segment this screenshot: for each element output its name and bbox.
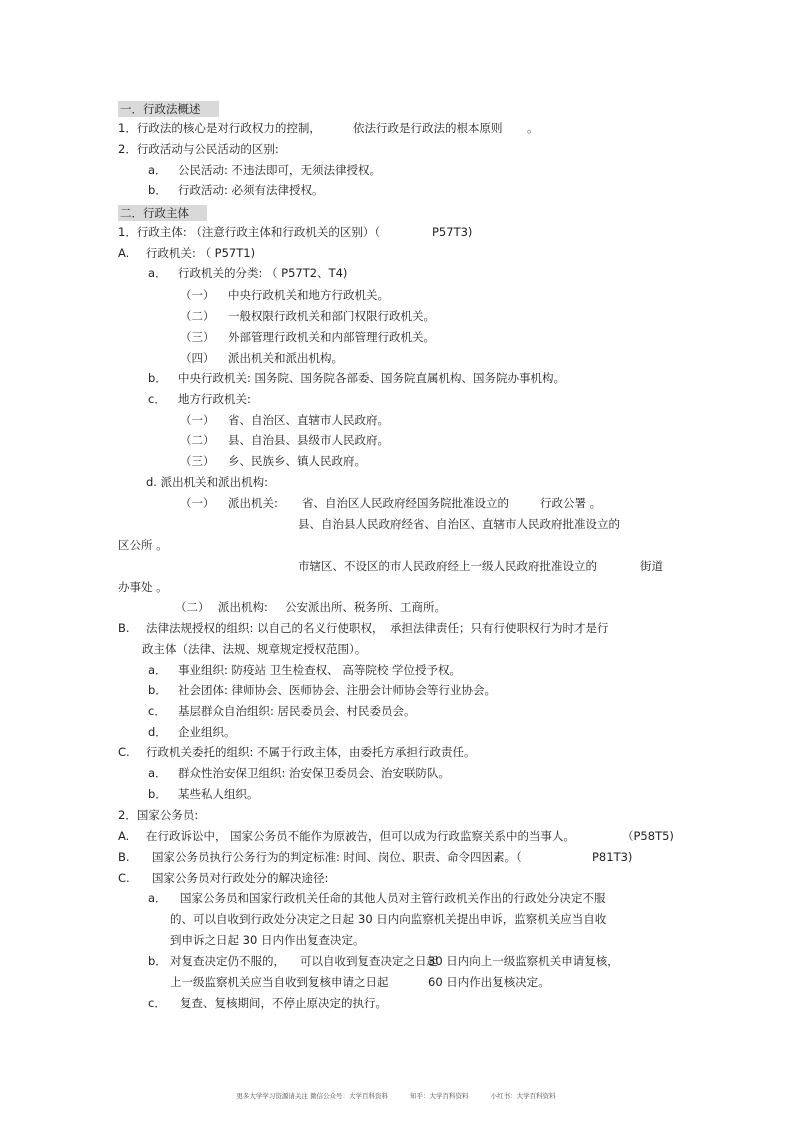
line-text: 公民活动: 不违法即可，无须法律授权。 bbox=[178, 163, 382, 177]
line-text: a． bbox=[148, 163, 167, 177]
line-text: 基层群众自治组织: 居民委员会、村民委员会。 bbox=[178, 704, 416, 718]
line-text: 企业组织。 bbox=[178, 725, 236, 739]
line-text: a． bbox=[148, 663, 167, 677]
line-text: 政主体（法律、法规、规章规定授权范围）。 bbox=[142, 642, 367, 656]
line-text: 省、自治区人民政府经国务院批准设立的 bbox=[302, 496, 509, 510]
line-text: 依法行政是行政法的根本原则 bbox=[353, 121, 503, 135]
line-text: 外部管理行政机关和内部管理行政机关。 bbox=[228, 330, 435, 344]
line-text: b． bbox=[148, 787, 167, 801]
line-text: 。 bbox=[527, 121, 539, 135]
line-text: 事业组织: 防疫站 卫生检查权、 高等院校 学位授予权。 bbox=[178, 663, 461, 677]
line-text: 派出机关和派出机构。 bbox=[228, 351, 343, 365]
section-heading: 二．行政主体 bbox=[118, 205, 207, 221]
line-text: 区公所 。 bbox=[118, 538, 168, 552]
line-text: 省、自治区、直辖市人民政府。 bbox=[228, 413, 389, 427]
line-text: C. bbox=[118, 871, 130, 885]
section-heading: 一．行政法概述 bbox=[118, 101, 219, 117]
line-text: c． bbox=[148, 996, 166, 1010]
line-text: 上一级监察机关应当自收到复核申请之日起 bbox=[170, 975, 389, 989]
footer-zhihu: 知乎：大学百科资料 bbox=[410, 1092, 469, 1100]
line-text: 法律法规授权的组织: 以自己的名义行使职权， bbox=[146, 621, 384, 635]
line-text: 某些私人组织。 bbox=[178, 787, 259, 801]
line-text: 30 日内向监察机关提出申诉，监察机关应当自收 bbox=[358, 912, 607, 926]
line-text: 群众性治安保卫组织: 治安保卫委员会、治安联防队。 bbox=[178, 766, 451, 780]
line-text: 到申诉之日起 30 日内作出复查决定。 bbox=[170, 933, 365, 947]
line-text: 街道 bbox=[640, 559, 663, 573]
line-text: 乡、民族乡、镇人民政府。 bbox=[228, 454, 366, 468]
line-text: 国家公务员对行政处分的解决途径: bbox=[152, 871, 329, 885]
line-text: 派出机构: bbox=[218, 600, 268, 614]
line-text: 2．行政活动与公民活动的区别: bbox=[118, 142, 279, 156]
line-text: 1．行政法的核心是对行政权力的控制， bbox=[118, 121, 321, 135]
line-text: 国家公务员和国家行政机关任命的其他人员对主管行政机关作出的行政处分决定不服 bbox=[180, 891, 606, 905]
line-text: 国家公务员执行公务行为的判定标准: 时间、岗位、职责、命令四因素。（ bbox=[152, 850, 522, 864]
line-text: d. 派出机关和派出机构: bbox=[146, 475, 268, 489]
line-text: 被告，但可以成为行政监察关系中的当事人。 bbox=[345, 829, 575, 843]
line-text: 公安派出所、税务所、工商所。 bbox=[285, 600, 446, 614]
footer-promo: 更多大学学习资源请关注 微信公众号：大学百科资料 bbox=[236, 1092, 388, 1100]
line-text: b． bbox=[148, 183, 167, 197]
line-text: 1．行政主体: （注意行政主体和行政机关的区别）（ bbox=[118, 225, 381, 239]
line-text: 行政活动: 必须有法律授权。 bbox=[178, 183, 324, 197]
line-text: a． bbox=[148, 766, 167, 780]
line-text: a． bbox=[148, 891, 167, 905]
line-text: 复查、复核期间，不停止原决定的执行。 bbox=[180, 996, 387, 1010]
line-text: A. bbox=[118, 246, 130, 260]
line-text: （一） bbox=[180, 496, 215, 510]
line-text: 行政公署 。 bbox=[540, 496, 602, 510]
line-text: 办事处 。 bbox=[118, 580, 168, 594]
line-text: （二） bbox=[180, 309, 215, 323]
line-text: 行政机关委托的组织: 不属于行政主体，由委托方承担行政责任。 bbox=[146, 745, 476, 759]
line-text: b． bbox=[148, 683, 167, 697]
line-text: 在行政诉讼中， 国家公务员不能作为原、 bbox=[146, 829, 357, 843]
line-text: 县、自治县、县级市人民政府。 bbox=[228, 433, 389, 447]
line-text: 对复查决定仍不服的， bbox=[170, 954, 285, 968]
line-text: （一） bbox=[180, 413, 215, 427]
line-text: A. bbox=[118, 829, 130, 843]
line-text: b． bbox=[148, 954, 167, 968]
line-text: （三） bbox=[180, 330, 215, 344]
line-text: C. bbox=[118, 745, 130, 759]
line-text: 市辖区、不设区的市人民政府经上一级人民政府批准设立的 bbox=[298, 559, 597, 573]
line-text: （P58T5) bbox=[622, 829, 674, 843]
line-text: 中央行政机关: 国务院、国务院各部委、国务院直属机构、国务院办事机构。 bbox=[178, 371, 566, 385]
line-text: P81T3) bbox=[592, 850, 633, 864]
line-text: 地方行政机关: bbox=[178, 392, 251, 406]
line-text: 30 日内向上一级监察机关申请复核， bbox=[428, 954, 619, 968]
line-text: （四） bbox=[180, 351, 215, 365]
line-text: B. bbox=[118, 621, 130, 635]
footer bbox=[0, 1091, 792, 1100]
line-text: b． bbox=[148, 371, 167, 385]
footer-xiaohongshu: 小红书：大学百科资料 bbox=[490, 1092, 556, 1100]
line-text: 行政机关: （ P57T1) bbox=[146, 246, 256, 260]
line-text: （一） bbox=[180, 288, 215, 302]
line-text: c． bbox=[148, 704, 166, 718]
line-text: 可以自收到复查决定之日起 bbox=[300, 954, 438, 968]
line-text: a． bbox=[148, 266, 167, 280]
line-text: 行政机关的分类: （ P57T2、T4) bbox=[178, 266, 348, 280]
line-text: 县、自治县人民政府经省、自治区、直辖市人民政府批准设立的 bbox=[298, 517, 620, 531]
line-text: d． bbox=[148, 725, 167, 739]
line-text: 派出机关: bbox=[228, 496, 278, 510]
line-text: （三） bbox=[180, 454, 215, 468]
line-text: 的、可以自收到行政处分决定之日起 bbox=[170, 912, 354, 926]
line-text: c． bbox=[148, 392, 166, 406]
line-text: 中央行政机关和地方行政机关。 bbox=[228, 288, 389, 302]
line-text: B. bbox=[118, 850, 130, 864]
line-text: （二） bbox=[180, 433, 215, 447]
line-text: 2．国家公务员: bbox=[118, 808, 199, 822]
line-text: （二） bbox=[175, 600, 210, 614]
line-text: 承担法律责任；只有行使职权行为时才是行 bbox=[390, 621, 609, 635]
line-text: P57T3) bbox=[432, 225, 473, 239]
line-text: 一般权限行政机关和部门权限行政机关。 bbox=[228, 309, 435, 323]
line-text: 社会团体: 律师协会、医师协会、注册会计师协会等行业协会。 bbox=[178, 683, 497, 697]
line-text: 60 日内作出复核决定。 bbox=[428, 975, 550, 989]
